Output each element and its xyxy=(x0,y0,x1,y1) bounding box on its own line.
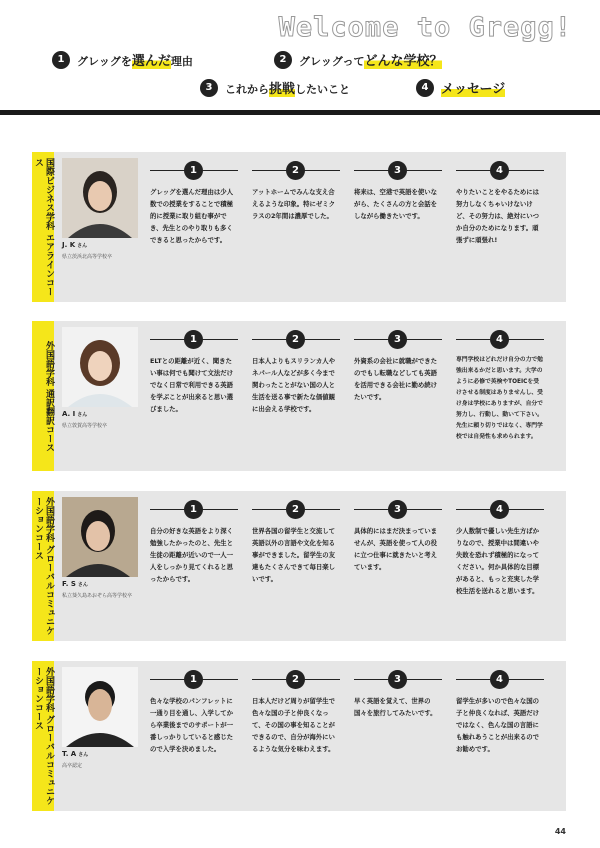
student-card xyxy=(32,321,566,471)
page-number: 44 xyxy=(554,827,566,836)
legend-item-1 xyxy=(52,50,193,69)
page-title: Welcome to Gregg! xyxy=(278,12,572,43)
student-card xyxy=(32,491,566,641)
legend-item-2 xyxy=(274,50,442,69)
legend-highlight: 選んだ xyxy=(131,54,171,69)
number-badge: 2 xyxy=(286,500,305,519)
student-school: 高卒認定 xyxy=(62,763,83,769)
legend-suffix: 理由 xyxy=(170,55,193,68)
answer-text: 世界各国の留学生と交流して英語以外の言語や文化を知る事ができました。留学生の友達もたくさんできて毎日楽しいです。 xyxy=(252,527,336,583)
legend-prefix: グレッグを xyxy=(77,55,132,68)
answer-text: 色々な学校のパンフレットに一通り目を通し、入学してから卒業後までのサポートが一番しっかりしていると感じたので入学を決めました。 xyxy=(150,697,234,753)
number-badge: 1 xyxy=(184,500,203,519)
answer-text: 将来は、空港で英語を使いながら、たくさんの方と会話をしながら働きたいです。 xyxy=(354,188,438,220)
legend-highlight: 挑戦 xyxy=(269,82,296,97)
legend-suffix: したいこと xyxy=(295,83,351,96)
legend-highlight: どんな学校？ xyxy=(364,54,443,69)
answer-text: ELTとの距離が近く、聞きたい事は何でも聞けて文法だけでなく日常で利用できる英語を学ぶことが出来ると思い選びました。 xyxy=(150,357,234,413)
number-badge: 1 xyxy=(184,161,203,180)
answer-text: 具体的にはまだ決まっていませんが、英語を使って人の役に立つ仕事に就きたいと考えています。 xyxy=(354,527,438,571)
answer-text: 少人数制で優しい先生方ばかりなので、授業中は間違いや失敗を恐れず積極的になってください。何か具体的な目標があると、もっと充実した学校生活を送れると思います。 xyxy=(456,527,540,595)
department-label: 国際ビジネス学科 エアラインコース xyxy=(33,158,54,297)
number-badge: 4 xyxy=(490,500,509,519)
student-school: 私立葵久島あおぞら高等学校卒 xyxy=(62,593,133,599)
legend-prefix: これから xyxy=(225,83,269,96)
legend-item-3 xyxy=(200,78,350,97)
number-badge: 2 xyxy=(286,330,305,349)
number-badge: 3 xyxy=(200,79,218,97)
number-badge: 4 xyxy=(490,670,509,689)
student-card xyxy=(32,661,566,811)
number-badge: 4 xyxy=(490,161,509,180)
number-badge: 3 xyxy=(388,670,407,689)
answer-text: 日本人だけど周りが留学生で色々な国の子と仲良くなって、その国の事を知ることができるので、自分が海外にいるような気分を味わえます。 xyxy=(252,697,336,753)
answer-text: 日本人よりもスリランカ人やネパール人などが多く今まで関わったことがない国の人と生活を送る事で新たな価値観に出会える学校です。 xyxy=(252,357,336,413)
student-photo xyxy=(62,158,138,238)
number-badge: 1 xyxy=(184,670,203,689)
department-label: 外国語学科 通訳翻訳コース xyxy=(44,341,54,453)
header-divider xyxy=(0,110,600,115)
number-badge: 1 xyxy=(184,330,203,349)
student-photo xyxy=(62,667,138,747)
department-label: 外国語学科 グローバルコミュニケーションコース xyxy=(33,497,54,636)
answer-text: 留学生が多いので色々な国の子と仲良くなれば、英語だけではなく、色んな国の言語にも触れあうことが出来るのでお勧めです。 xyxy=(456,697,540,753)
number-badge: 3 xyxy=(388,500,407,519)
answer-text: 専門学校はどれだけ自分の力で勉強出来るかだと思います。大学のように必修で英検やTOEICを受けさせる制度はありませんし、受け身は学校にありますが、自分で努力し、行動し、動いて下さい。先生に頼り切りではなく、専門学校では自発性も求められます。 xyxy=(456,357,543,440)
student-school: 県立茨浜北高等学校卒 xyxy=(62,254,113,260)
number-badge: 3 xyxy=(388,330,407,349)
answer-text: 早く英語を覚えて、世界の国々を旅行してみたいです。 xyxy=(354,697,437,717)
student-school: 県立敦賀高等学校卒 xyxy=(62,423,108,429)
number-badge: 3 xyxy=(388,161,407,180)
student-photo xyxy=(62,327,138,407)
student-name: F. S さん xyxy=(62,580,88,588)
answer-text: アットホームでみんな支え合えるような印象。特にゼミクラスの2年間は濃厚でした。 xyxy=(252,188,336,220)
legend-prefix: グレッグって xyxy=(299,55,365,68)
number-badge: 4 xyxy=(490,330,509,349)
number-badge: 2 xyxy=(286,670,305,689)
legend-highlight: メッセージ xyxy=(441,82,506,97)
department-label: 外国語学科 グローバルコミュニケーションコース xyxy=(33,667,54,806)
number-badge: 2 xyxy=(274,51,292,69)
answer-text: グレッグを選んだ理由は少人数での授業をすることで積極的に授業に取り組む事ができ、先生とのやり取りも多くできると思ったからです。 xyxy=(150,188,234,244)
number-badge: 4 xyxy=(416,79,434,97)
student-card xyxy=(32,152,566,302)
legend-item-4 xyxy=(416,78,505,97)
answer-text: 自分の好きな英語をより深く勉強したかったのと、先生と生徒の距離が近いので一人一人をしっかり見てくれると思ったからです。 xyxy=(150,527,234,583)
student-name: T. A さん xyxy=(62,750,89,758)
answer-text: やりたいことをやるためには努力しなくちゃいけないけど、その努力は、絶対にいつか自分のためになります。頑張ずに頑張れ! xyxy=(456,188,540,244)
number-badge: 1 xyxy=(52,51,70,69)
student-photo xyxy=(62,497,138,577)
student-name: J. K さん xyxy=(62,241,88,249)
student-name: A. I さん xyxy=(62,410,88,418)
number-badge: 2 xyxy=(286,161,305,180)
answer-text: 外資系の会社に就職ができたのでもし転職などしても英語を活用できる会社に勤め続けたいです。 xyxy=(354,357,438,401)
